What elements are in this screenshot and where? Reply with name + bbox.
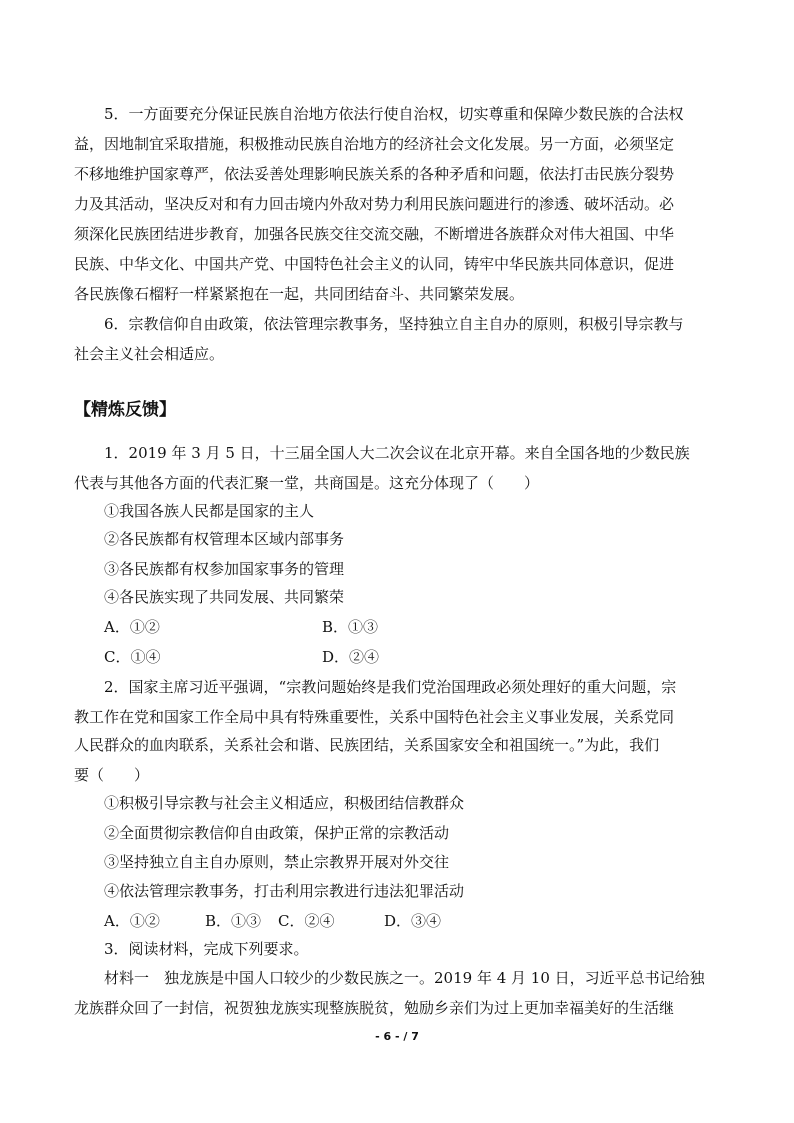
section5-line-3: 不移地维护国家尊严，依法妥善处理影响民族关系的各种矛盾和问题，依法打击民族分裂势 [74, 165, 675, 183]
q1-stem-line-1: 1．2019 年 3 月 5 日，十三届全国人大二次会议在北京开幕。来自全国各地的少数民族 [104, 444, 690, 462]
section5-line-5: 须深化民族团结进步教育，加强各民族交往交流交融，不断增进各族群众对伟大祖国、中华 [74, 225, 675, 243]
q2-item-2: ②全面贯彻宗教信仰自由政策，保护正常的宗教活动 [104, 824, 450, 842]
q2-stem-line-3: 人民群众的血肉联系，关系社会和谐、民族团结，关系国家安全和祖国统一。”为此，我们 [74, 736, 660, 754]
q2-option-c: C．②④ [278, 912, 335, 930]
q1-option-b: B．①③ [322, 618, 379, 636]
q1-item-4: ④各民族实现了共同发展、共同繁荣 [104, 588, 345, 606]
section-heading: 【精炼反馈】 [74, 400, 176, 420]
section5-line-1: 5．一方面要充分保证民族自治地方依法行使自治权，切实尊重和保障少数民族的合法权 [104, 105, 684, 123]
q2-option-b: B．①③ [205, 912, 262, 930]
q2-stem-line-4: 要（ ） [74, 766, 150, 784]
section5-line-6: 民族、中华文化、中国共产党、中国特色社会主义的认同，铸牢中华民族共同体意识，促进 [74, 255, 675, 273]
q2-stem-line-2: 教工作在党和国家工作全局中具有特殊重要性，关系中国特色社会主义事业发展，关系党同 [74, 708, 675, 726]
q1-item-3: ③各民族都有权参加国家事务的管理 [104, 560, 345, 578]
q2-stem-line-1: 2．国家主席习近平强调，“宗教问题始终是我们党治国理政必须处理好的重大问题，宗 [104, 678, 677, 696]
q3-stem: 3．阅读材料，完成下列要求。 [104, 940, 309, 958]
q2-option-d: D．③④ [384, 912, 442, 930]
q2-option-a: A．①② [104, 912, 160, 930]
section5-line-4: 力及其活动，坚决反对和有力回击境内外敌对势力利用民族问题进行的渗透、破坏活动。必 [74, 195, 675, 213]
q1-item-1: ①我国各族人民都是国家的主人 [104, 502, 315, 520]
q1-option-d: D．②④ [322, 648, 380, 666]
q3-material-line-1: 材料一 独龙族是中国人口较少的少数民族之一。2019 年 4 月 10 日，习近平总书记给独 [104, 969, 705, 987]
q1-stem-line-2: 代表与其他各方面的代表汇聚一堂，共商国是。这充分体现了（ ） [74, 474, 540, 492]
section6-line-2: 社会主义社会相适应。 [74, 345, 225, 363]
q2-item-3: ③坚持独立自主自办原则，禁止宗教界开展对外交往 [104, 853, 450, 871]
section5-line-7: 各民族像石榴籽一样紧紧抱在一起，共同团结奋斗、共同繁荣发展。 [74, 285, 525, 303]
section5-line-2: 益，因地制宜采取措施，积极推动民族自治地方的经济社会文化发展。另一方面，必须坚定 [74, 135, 675, 153]
q3-material-line-2: 龙族群众回了一封信，祝贺独龙族实现整族脱贫，勉励乡亲们为过上更加幸福美好的生活继 [74, 999, 675, 1017]
q1-option-a: A．①② [104, 618, 160, 636]
q1-option-c: C．①④ [104, 648, 161, 666]
q2-item-4: ④依法管理宗教事务，打击利用宗教进行违法犯罪活动 [104, 882, 465, 900]
q1-item-2: ②各民族都有权管理本区域内部事务 [104, 530, 345, 548]
page-number: - 6 - / 7 [375, 1030, 419, 1043]
q2-item-1: ①积极引导宗教与社会主义相适应，积极团结信教群众 [104, 794, 465, 812]
section6-line-1: 6．宗教信仰自由政策，依法管理宗教事务，坚持独立自主自办的原则，积极引导宗教与 [104, 315, 684, 333]
